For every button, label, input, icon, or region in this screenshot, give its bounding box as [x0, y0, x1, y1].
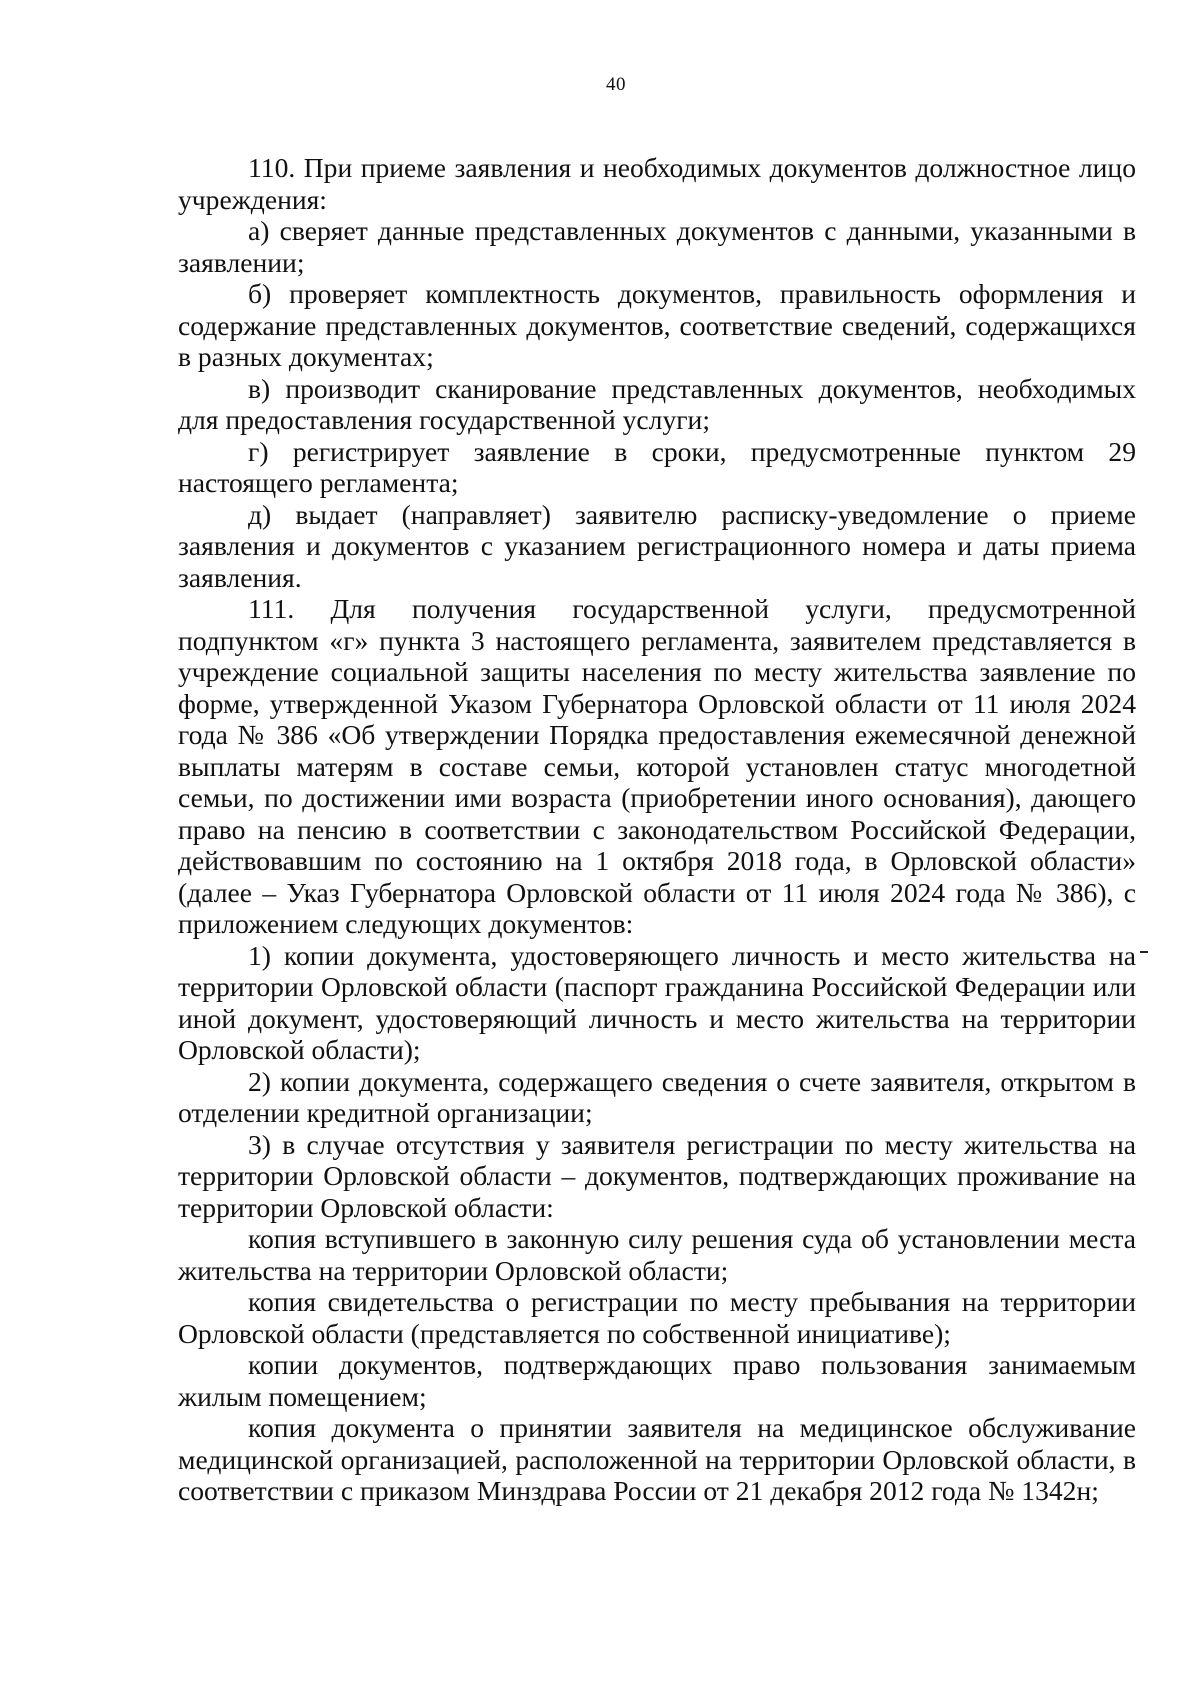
document-body — [178, 152, 1136, 1507]
paragraph-110-v: в) производит сканирование представленных документов, необходимых для предоставления государственной услуги; — [178, 372, 1136, 435]
paragraph-110: 110. При приеме заявления и необходимых документов должностное лицо учреждения: — [178, 152, 1136, 215]
paragraph-111-2: 2) копии документа, содержащего сведения о счете заявителя, открытом в отделении кредитной организации; — [178, 1065, 1136, 1128]
paragraph-111: 111. Для получения государственной услуги, предусмотренной подпунктом «г» пункта 3 настоящего регламента, заявителем представляется в учреждение социальной защиты населения по месту жительства заявление по форме, утвержденной Указом Губернатора Орловской области от 11 июля 2024 года № 386 «Об утверждении Порядка предоставления ежемесячной денежной выплаты матерям в составе семьи, которой установлен статус многодетной семьи, по достижении ими возраста (приобретении иного основания), дающего право на пенсию в соответствии с законодательством Российской Федерации, действовавшим по состоянию на 1 октября 2018 года, в Орловской области» (далее – Указ Губернатора Орловской области от 11 июля 2024 года № 386), с приложением следующих документов: — [178, 593, 1136, 939]
paragraph-court-decision: копия вступившего в законную силу решения суда об установлении места жительства на территории Орловской области; — [178, 1223, 1136, 1286]
page-number: 40 — [606, 74, 626, 95]
paragraph-111-3: 3) в случае отсутствия у заявителя регистрации по месту жительства на территории Орловской области – документов, подтверждающих проживание на территории Орловской области: — [178, 1128, 1136, 1223]
paragraph-111-1: 1) копии документа, удостоверяющего личность и место жительства на территории Орловской области (паспорт гражданина Российской Федерации или иной документ, удостоверяющий личность и место жительства на территории Орловской области); — [178, 939, 1136, 1065]
paragraph-110-g: г) регистрирует заявление в сроки, предусмотренные пунктом 29 настоящего регламента; — [178, 435, 1136, 498]
paragraph-stay-registration: копия свидетельства о регистрации по месту пребывания на территории Орловской области (представляется по собственной инициативе); — [178, 1286, 1136, 1349]
scan-artifact-mark — [1140, 951, 1148, 953]
paragraph-110-d: д) выдает (направляет) заявителю расписку-уведомление о приеме заявления и документов с указанием регистрационного номера и даты приема заявления. — [178, 498, 1136, 593]
paragraph-medical-service: копия документа о принятии заявителя на медицинское обслуживание медицинской организацией, расположенной на территории Орловской области, в соответствии с приказом Минздрава России от 21 декабря 2012 года № 1342н; — [178, 1412, 1136, 1506]
paragraph-110-b: б) проверяет комплектность документов, правильность оформления и содержание представленных документов, соответствие сведений, содержащихся в разных документах; — [178, 278, 1136, 372]
paragraph-housing-rights: копии документов, подтверждающих право пользования занимаемым жилым помещением; — [178, 1349, 1136, 1412]
paragraph-110-a: а) сверяет данные представленных документов с данными, указанными в заявлении; — [178, 215, 1136, 278]
